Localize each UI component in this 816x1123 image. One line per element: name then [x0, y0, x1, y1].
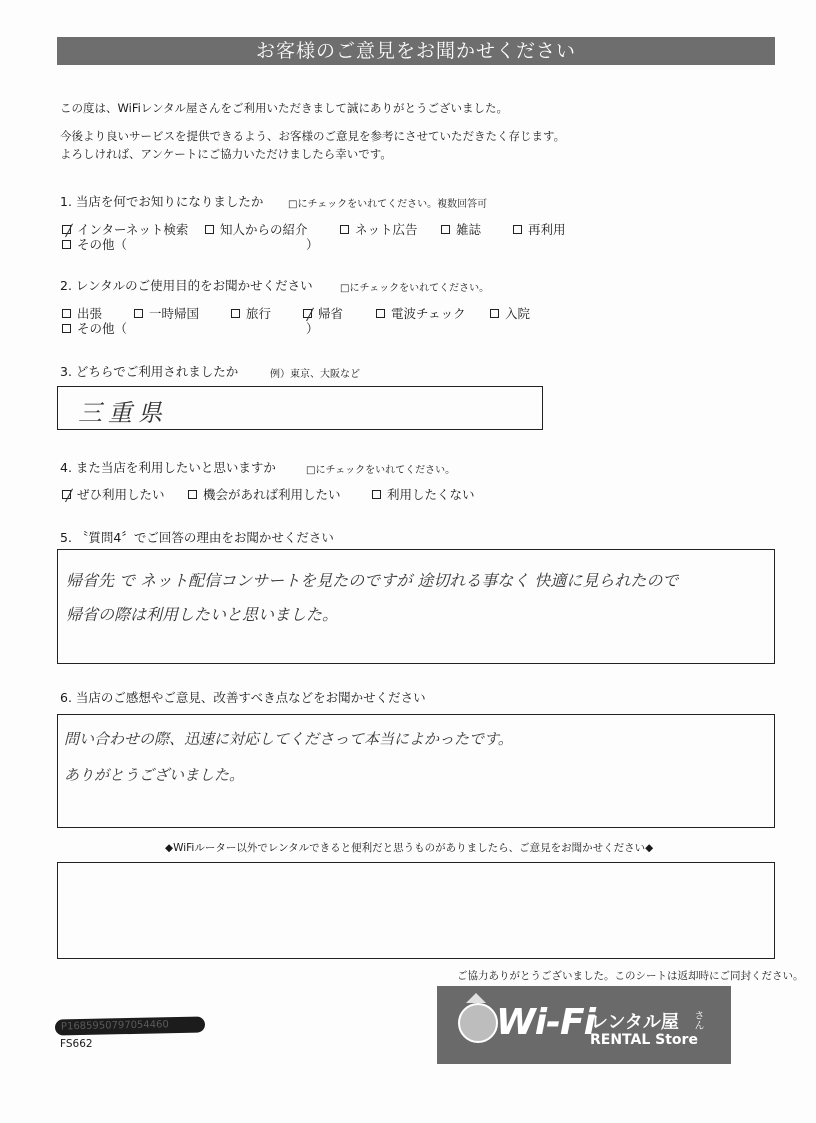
q3-note: 例）東京、大阪など	[270, 369, 360, 380]
q5-answer-line-2: 帰省の際は利用したいと思いました。	[66, 605, 339, 624]
q2-note: □にチェックをいれてください。	[340, 283, 490, 294]
q1-option-net-ad[interactable]: ネット広告	[340, 220, 418, 238]
checkbox[interactable]	[372, 490, 381, 499]
q2-option-travel[interactable]: 旅行	[231, 304, 271, 322]
q2-option-signal-check[interactable]: 電波チェック	[376, 304, 466, 322]
checkbox[interactable]	[62, 324, 71, 333]
q2-option-temp-return[interactable]: 一時帰国	[134, 304, 199, 322]
q1-option-magazine[interactable]: 雑誌	[441, 220, 481, 238]
q6-answer-line-2: ありがとうございました。	[64, 766, 245, 784]
logo-en: RENTAL Store	[590, 1032, 698, 1048]
checkbox[interactable]	[376, 309, 385, 318]
q1-option-reuse[interactable]: 再利用	[513, 220, 566, 238]
q4-note: □にチェックをいれてください。	[306, 465, 456, 476]
q5-label: 5. 〝質問4〞でご回答の理由をお聞かせください	[60, 530, 334, 545]
logo-san: さん	[692, 1010, 703, 1030]
intro-line-2: 今後より良いサービスを提供できるよう、お客様のご意見を参考にさせていただきたく存じます。	[60, 129, 566, 143]
checkbox[interactable]	[340, 225, 349, 234]
logo-wifi: Wi-Fi	[496, 1002, 595, 1043]
checkbox[interactable]	[62, 240, 71, 249]
intro-line-1: この度は、WiFiレンタル屋さんをご利用いただきまして誠にありがとうございました。	[60, 101, 509, 115]
q1-other-close: ）	[306, 237, 319, 252]
checkbox[interactable]	[205, 225, 214, 234]
q4-option-no[interactable]: 利用したくない	[372, 485, 475, 503]
q1-option-other[interactable]: その他（	[62, 235, 127, 253]
form-code: FS662	[60, 1038, 93, 1050]
q6-label: 6. 当店のご感想やご意見、改善すべき点などをお聞かせください	[60, 690, 426, 705]
mascot-icon	[458, 1003, 498, 1043]
checkbox[interactable]	[134, 309, 143, 318]
redacted-number: P1685950797054460	[55, 1016, 205, 1035]
q1-option-referral[interactable]: 知人からの紹介	[205, 220, 308, 238]
checkbox[interactable]	[513, 225, 522, 234]
q4-option-definitely[interactable]: ぜひ利用したい	[62, 485, 165, 503]
q1-option-internet[interactable]: インターネット検索	[62, 220, 188, 238]
checkbox[interactable]	[441, 225, 450, 234]
q4-label: 4. また当店を利用したいと思いますか	[60, 460, 276, 475]
q2-option-hospital[interactable]: 入院	[490, 304, 530, 322]
checkbox-checked[interactable]	[62, 225, 71, 234]
q1-note: □にチェックをいれてください。複数回答可	[288, 199, 488, 210]
q2-option-business[interactable]: 出張	[62, 304, 102, 322]
checkbox-checked[interactable]	[62, 490, 71, 499]
logo-jp: レンタル屋	[590, 1012, 679, 1033]
checkbox-checked[interactable]	[303, 309, 312, 318]
crown-icon	[466, 993, 486, 1003]
q4-option-if-chance[interactable]: 機会があれば利用したい	[188, 485, 341, 503]
q3-label: 3. どちらでご利用されましたか	[60, 364, 239, 379]
checkbox[interactable]	[188, 490, 197, 499]
q1-label: 1. 当店を何でお知りになりましたか	[60, 194, 264, 209]
intro-line-3: よろしければ、アンケートにご協力いただけましたら幸いです。	[60, 147, 392, 161]
checkbox[interactable]	[231, 309, 240, 318]
q5-answer-line-1: 帰省先 で ネット配信コンサートを見たのですが 途切れる事なく 快適に見られたので	[66, 571, 679, 590]
q7-label: ◆WiFiルーター以外でレンタルできると便利だと思うものがありましたら、ご意見をお聞かせください◆	[165, 842, 654, 854]
q2-other-close: ）	[306, 321, 319, 336]
q7-answer-box[interactable]	[57, 862, 775, 959]
q2-option-homecoming[interactable]: 帰省	[303, 304, 343, 322]
q2-label: 2. レンタルのご使用目的をお聞かせください	[60, 278, 313, 293]
q2-option-other[interactable]: その他（	[62, 319, 127, 337]
page-title: お客様のご意見をお聞かせください	[57, 37, 775, 65]
checkbox[interactable]	[490, 309, 499, 318]
footer-thanks: ご協力ありがとうございました。このシートは返却時にご同封ください。	[457, 970, 804, 982]
checkbox[interactable]	[62, 309, 71, 318]
q3-answer: 三重県	[78, 399, 168, 427]
q6-answer-line-1: 問い合わせの際、迅速に対応してくださって本当によかったです。	[64, 730, 513, 748]
